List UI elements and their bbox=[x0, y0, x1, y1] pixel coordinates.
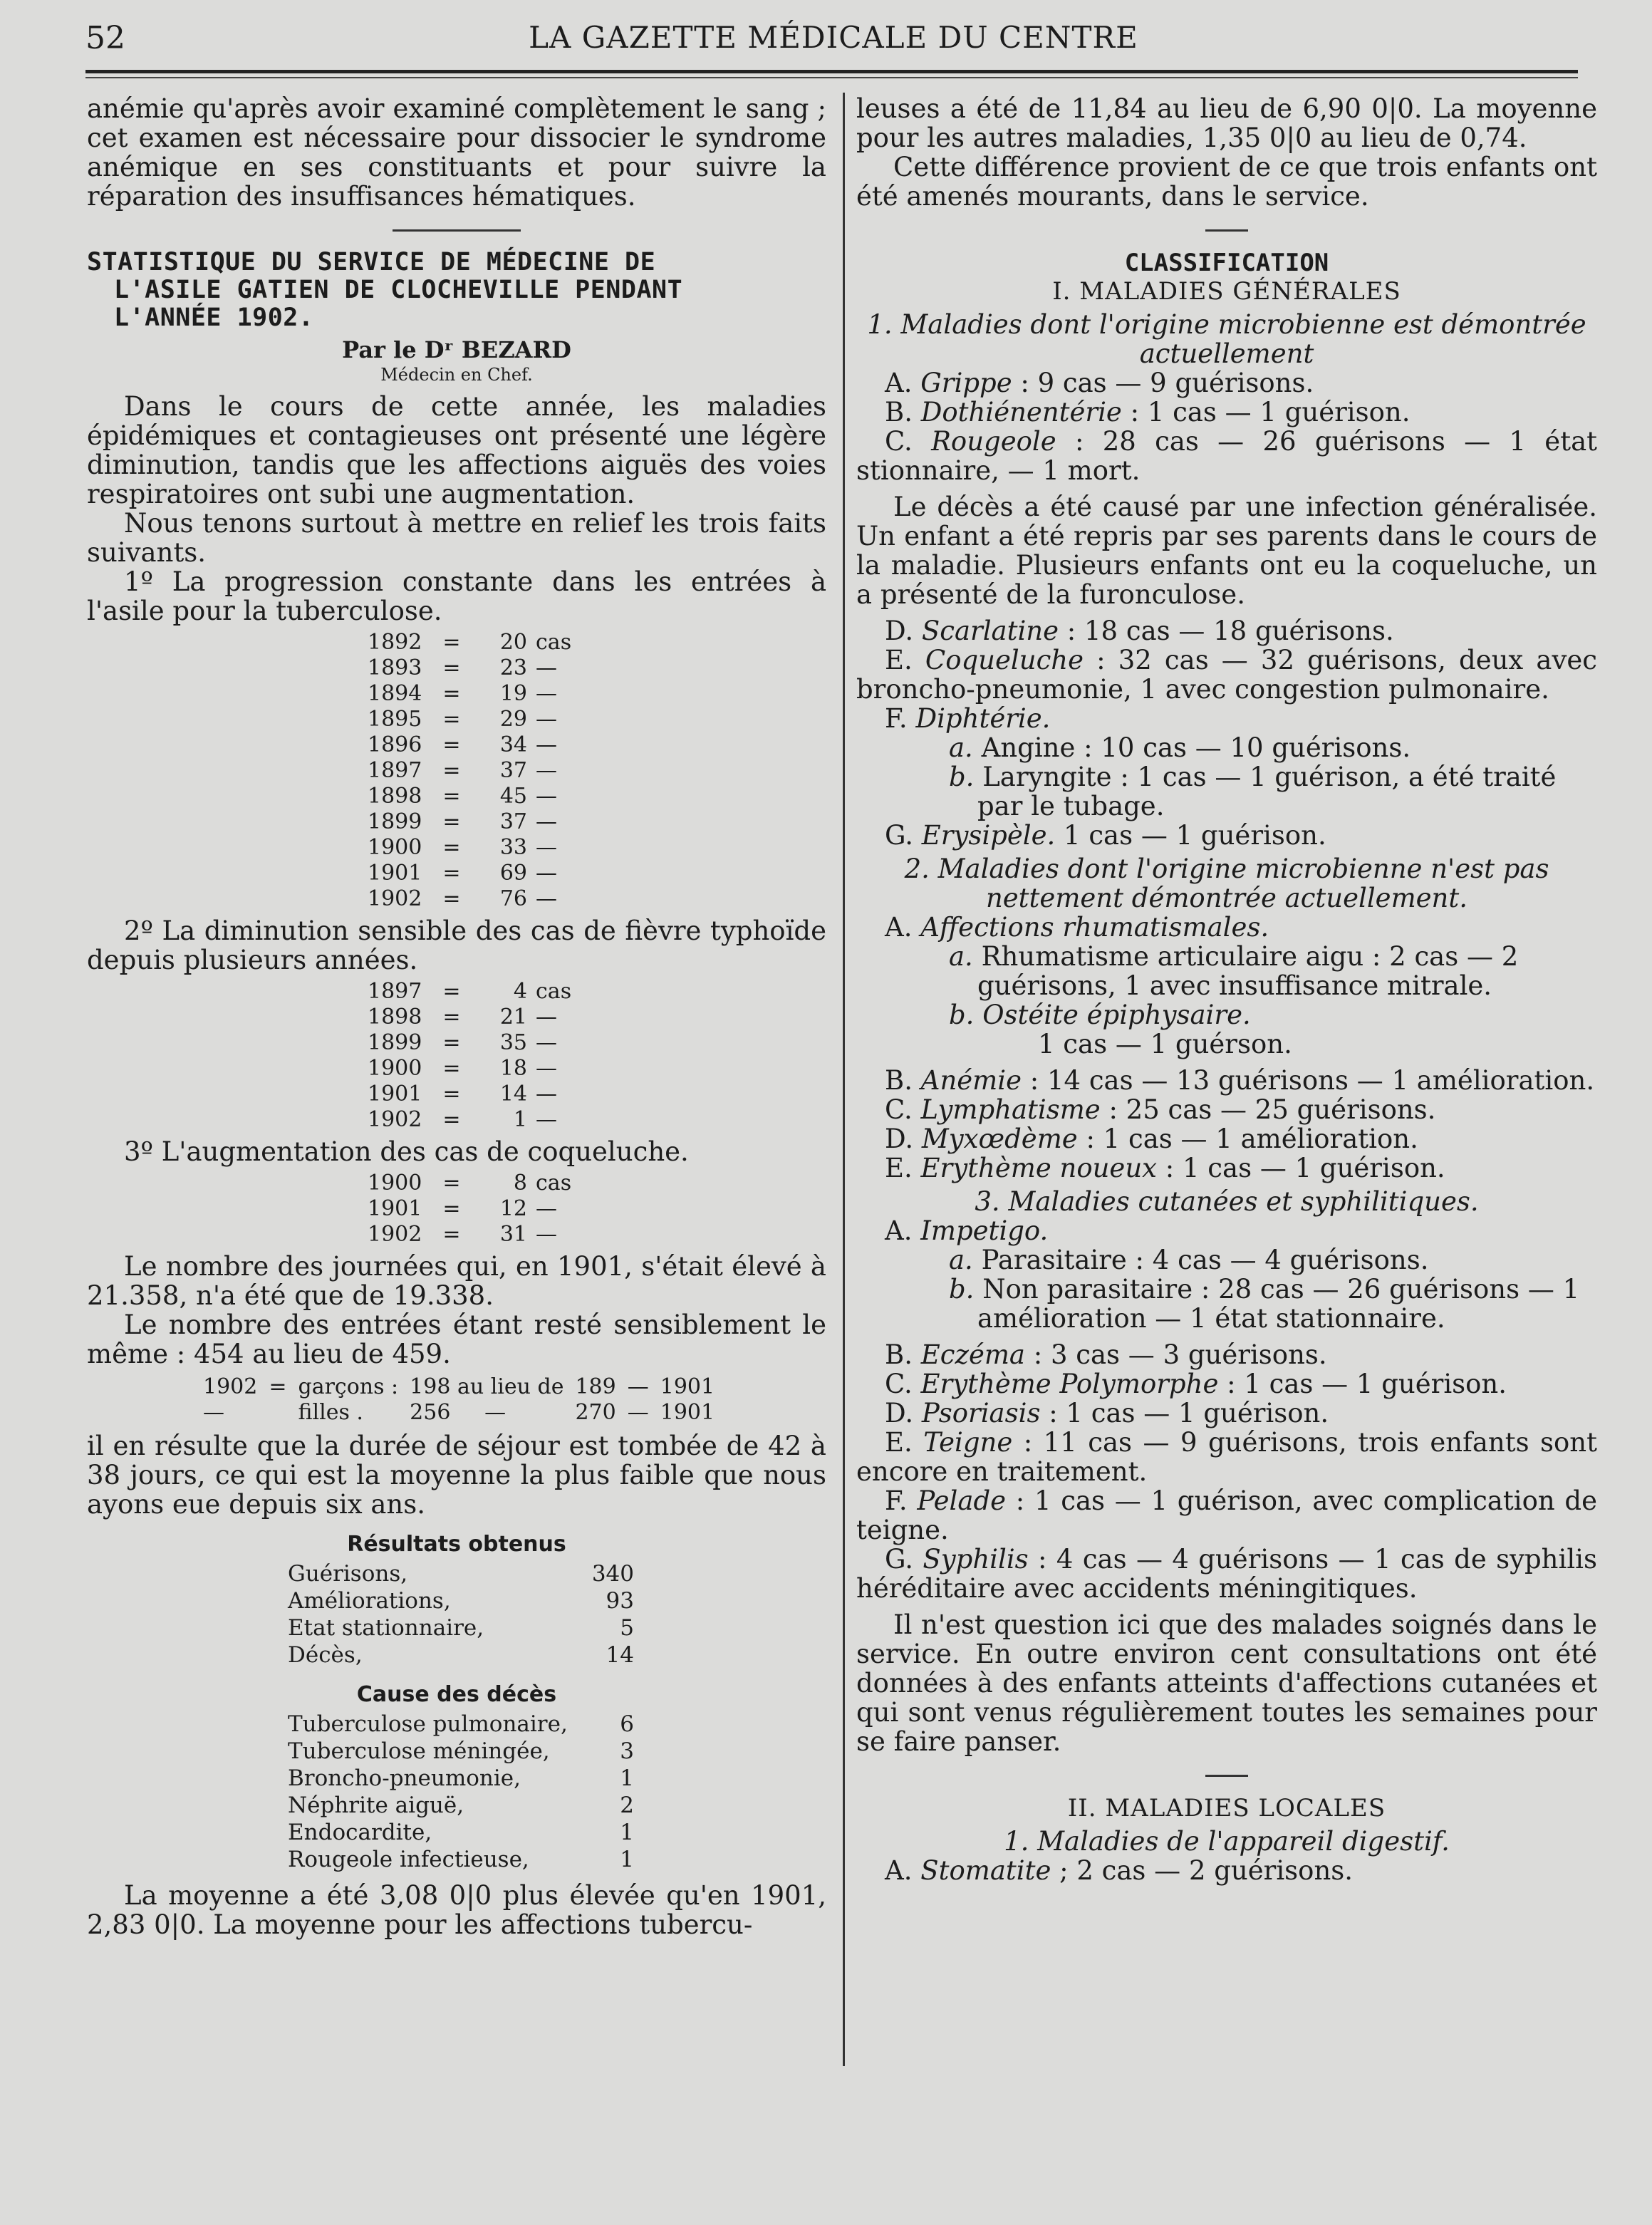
row-value: 5 bbox=[620, 1615, 634, 1641]
item-letter: D. bbox=[885, 1124, 914, 1154]
row-label: Rougeole infectieuse, bbox=[288, 1847, 529, 1872]
paragraph: 3º L'augmentation des cas de coqueluche. bbox=[124, 1136, 689, 1167]
table-cell: = bbox=[442, 1222, 461, 1247]
paragraph: Dans le cours de cette année, les maladies épidémiques et contagieuses ont présenté une légère diminution, tandis que les affections aiguës des voies respiratoires ont subi une augmentation. bbox=[87, 391, 826, 509]
table-cell: 1893 bbox=[368, 655, 422, 680]
row-label: Améliorations, bbox=[288, 1588, 451, 1614]
table-cell: = bbox=[442, 809, 461, 834]
table-cell: — bbox=[536, 1222, 557, 1247]
row-label: Endocardite, bbox=[288, 1820, 432, 1845]
whooping-cough-table bbox=[363, 1171, 583, 1248]
list-item bbox=[856, 1095, 1597, 1124]
author-role: Médecin en Chef. bbox=[380, 365, 533, 385]
article-title-line: L'ASILE GATIEN DE CLOCHEVILLE PENDANT bbox=[114, 276, 683, 304]
table-row bbox=[363, 1082, 583, 1107]
causes-heading: Cause des décès bbox=[356, 1682, 557, 1707]
cell-value: 256 bbox=[410, 1400, 451, 1425]
item-text: : 1 cas — 1 guérison. bbox=[1157, 1153, 1445, 1183]
table-row bbox=[363, 758, 583, 784]
item-text: : 1 cas — 1 guérison. bbox=[1121, 397, 1411, 427]
list-subitem bbox=[856, 1245, 1597, 1275]
tuberculosis-table bbox=[363, 630, 583, 912]
list-item bbox=[856, 368, 1597, 398]
disease-name: Myxœdème bbox=[921, 1124, 1078, 1154]
table-cell: 69 bbox=[499, 861, 527, 886]
table-cell: 20 bbox=[499, 630, 527, 655]
list-subitem bbox=[856, 733, 1597, 762]
table-row bbox=[363, 861, 583, 886]
list-item bbox=[856, 1124, 1597, 1153]
table-cell: = bbox=[442, 861, 461, 886]
table-cell: — bbox=[536, 707, 557, 732]
paragraph: Le nombre des journées qui, en 1901, s'était élevé à 21.358, n'a été que de 19.338. bbox=[87, 1251, 826, 1311]
table-cell: 198 au lieu de bbox=[410, 1374, 564, 1399]
row-value: 1 bbox=[620, 1765, 634, 1791]
table-cell: 1898 bbox=[368, 784, 422, 809]
row-value: 2 bbox=[620, 1793, 634, 1818]
table-cell: 1 bbox=[513, 1107, 527, 1132]
disease-name: Stomatite bbox=[920, 1855, 1051, 1886]
row-label: Néphrite aiguë, bbox=[288, 1793, 464, 1818]
table-cell: — bbox=[536, 1056, 557, 1081]
subsection-heading: 1. Maladies de l'appareil digestif. bbox=[1004, 1826, 1450, 1857]
disease-name: Anémie bbox=[920, 1065, 1022, 1096]
paragraph: Il n'est question ici que des malades soignés dans le service. En outre environ cent consultations ont été données à des enfants atteints d'affections cutanées et qui sont venus régulièrement toutes les semaines pour se faire panser. bbox=[856, 1609, 1597, 1757]
table-cell: 45 bbox=[499, 784, 527, 809]
disease-name: Syphilis bbox=[923, 1544, 1029, 1575]
header-rule-thin bbox=[85, 77, 1578, 78]
item-letter: A. bbox=[885, 1855, 913, 1886]
table-cell: cas bbox=[536, 630, 572, 655]
item-letter: E. bbox=[885, 1153, 913, 1183]
table-cell: = bbox=[442, 758, 461, 783]
subsection-heading: 2. Maladies dont l'origine microbienne n'est pas nettement démontrée actuellement. bbox=[904, 854, 1549, 913]
list-item bbox=[856, 1153, 1597, 1183]
row-value: 1 bbox=[620, 1847, 634, 1872]
table-cell: = bbox=[442, 1107, 461, 1132]
table-cell: = bbox=[442, 886, 461, 911]
table-cell bbox=[263, 1400, 292, 1426]
list-item bbox=[856, 1399, 1597, 1428]
item-letter: B. bbox=[885, 1339, 913, 1370]
table-row bbox=[363, 809, 583, 835]
table-cell: — bbox=[536, 758, 557, 783]
disease-name: Scarlatine bbox=[921, 616, 1059, 646]
table-cell: 1901 bbox=[368, 861, 422, 886]
right-column bbox=[856, 94, 1597, 1885]
disease-name: Lymphatisme bbox=[920, 1094, 1101, 1125]
table-cell: 18 bbox=[499, 1056, 527, 1081]
list-item bbox=[856, 1856, 1597, 1885]
table-cell: — bbox=[203, 1400, 224, 1425]
table-cell: 1892 bbox=[368, 630, 422, 655]
table-row bbox=[363, 630, 583, 655]
item-text: ; 2 cas — 2 guérisons. bbox=[1051, 1855, 1354, 1886]
section-rule bbox=[1205, 229, 1248, 232]
list-item bbox=[856, 821, 1597, 850]
disease-name: Ostéite épiphysaire. bbox=[982, 1000, 1251, 1030]
table-cell: = bbox=[442, 732, 461, 757]
table-cell: = bbox=[442, 1030, 461, 1055]
section-heading: I. MALADIES GÉNÉRALES bbox=[1052, 277, 1401, 306]
item-letter: F. bbox=[885, 703, 908, 734]
item-letter: D. bbox=[885, 616, 914, 646]
item-text: 1 cas — 1 guérison. bbox=[1055, 820, 1326, 851]
row-label: Tuberculose pulmonaire, bbox=[288, 1711, 568, 1737]
paragraph: Nous tenons surtout à mettre en relief les trois faits suivants. bbox=[87, 508, 826, 568]
table-row bbox=[363, 655, 583, 681]
table-cell: 189 bbox=[575, 1374, 616, 1399]
disease-name: Dothiénentérie bbox=[920, 397, 1122, 427]
table-cell: — bbox=[536, 1107, 557, 1132]
table-cell: 1901 bbox=[660, 1374, 715, 1399]
table-cell: 1901 bbox=[660, 1400, 715, 1425]
table-row bbox=[288, 1561, 634, 1587]
item-letter: C. bbox=[885, 1094, 913, 1125]
row-value: 14 bbox=[606, 1642, 634, 1668]
table-cell: 8 bbox=[513, 1171, 527, 1196]
table-cell: = bbox=[269, 1374, 287, 1399]
table-cell: 14 bbox=[499, 1082, 527, 1106]
table-cell: cas bbox=[536, 1171, 572, 1196]
table-cell: = bbox=[442, 707, 461, 732]
section-heading: II. MALADIES LOCALES bbox=[1067, 1794, 1386, 1822]
page-number: 52 bbox=[85, 20, 125, 56]
table-row bbox=[288, 1615, 634, 1641]
table-cell: = bbox=[442, 1171, 461, 1196]
table-cell: 29 bbox=[499, 707, 527, 732]
death-causes-table bbox=[286, 1710, 635, 1874]
list-item bbox=[856, 1545, 1597, 1603]
item-letter: b. bbox=[949, 1000, 975, 1030]
table-cell: = bbox=[442, 1082, 461, 1106]
item-text: : 1 cas — 1 amélioration. bbox=[1077, 1124, 1418, 1154]
table-cell: 1900 bbox=[368, 835, 422, 860]
table-cell: 1898 bbox=[368, 1005, 422, 1029]
row-label: Décès, bbox=[288, 1642, 363, 1668]
table-row bbox=[288, 1820, 634, 1845]
row-label: Broncho-pneumonie, bbox=[288, 1765, 521, 1791]
item-text: : 11 cas — 9 guérisons, trois enfants sont encore en traitement. bbox=[856, 1427, 1598, 1487]
table-cell: 1901 bbox=[368, 1082, 422, 1106]
table-cell: 12 bbox=[499, 1196, 527, 1221]
table-cell: 1902 bbox=[368, 1107, 422, 1132]
typhoid-table bbox=[363, 979, 583, 1133]
table-cell: — bbox=[536, 809, 557, 834]
table-row bbox=[288, 1847, 634, 1872]
item-text: Non parasitaire : 28 cas — 26 guérisons — 1 amélioration — 1 état stationnaire. bbox=[977, 1274, 1580, 1334]
table-cell: = bbox=[442, 630, 461, 655]
cell-dash: — bbox=[484, 1400, 506, 1425]
table-row bbox=[363, 886, 583, 912]
item-text: Laryngite : 1 cas — 1 guérison, a été traité par le tubage. bbox=[977, 762, 1557, 821]
table-cell: = bbox=[442, 1056, 461, 1081]
item-text: : 4 cas — 4 guérisons — 1 cas de syphilis héréditaire avec accidents méningitiques. bbox=[856, 1544, 1597, 1604]
table-cell: — bbox=[627, 1400, 649, 1425]
table-cell: — bbox=[536, 886, 557, 911]
item-letter: D. bbox=[885, 1398, 914, 1428]
disease-name: Eczéma bbox=[920, 1339, 1025, 1370]
item-text: : 28 cas — 26 guérisons — 1 état stionnaire, — 1 mort. bbox=[856, 426, 1598, 486]
table-cell: 31 bbox=[499, 1222, 527, 1247]
item-letter: C. bbox=[885, 426, 913, 457]
list-item bbox=[856, 1486, 1597, 1545]
disease-name: Pelade bbox=[917, 1485, 1007, 1516]
table-row bbox=[288, 1765, 634, 1791]
classification-heading: CLASSIFICATION bbox=[1124, 249, 1329, 277]
table-cell: 1899 bbox=[368, 809, 422, 834]
table-row bbox=[363, 784, 583, 809]
table-cell: = bbox=[442, 784, 461, 809]
table-cell: — bbox=[627, 1374, 649, 1399]
table-cell: — bbox=[536, 732, 557, 757]
paragraph: La moyenne a été 3,08 0|0 plus élevée qu'en 1901, 2,83 0|0. La moyenne pour les affections tubercu- bbox=[87, 1880, 826, 1940]
table-cell: 21 bbox=[499, 1005, 527, 1029]
table-cell: 1894 bbox=[368, 681, 422, 706]
list-subitem-text: 1 cas — 1 guérson. bbox=[1038, 1029, 1292, 1059]
paragraph: Le nombre des entrées étant resté sensiblement le même : 454 au lieu de 459. bbox=[87, 1309, 826, 1369]
table-cell: 1897 bbox=[368, 758, 422, 783]
table-cell: 37 bbox=[499, 809, 527, 834]
list-item bbox=[856, 1369, 1597, 1399]
item-text: : 1 cas — 1 guérison. bbox=[1040, 1398, 1329, 1428]
table-cell: = bbox=[442, 1196, 461, 1221]
table-row bbox=[363, 707, 583, 732]
results-table bbox=[286, 1560, 635, 1669]
table-cell bbox=[404, 1400, 569, 1426]
table-cell: 34 bbox=[499, 732, 527, 757]
table-row bbox=[197, 1374, 720, 1400]
list-subitem bbox=[856, 1000, 1597, 1029]
table-cell: — bbox=[536, 861, 557, 886]
list-item bbox=[856, 1340, 1597, 1369]
item-text: : 18 cas — 18 guérisons. bbox=[1059, 616, 1394, 646]
table-cell: 1902 bbox=[203, 1374, 258, 1399]
table-row bbox=[288, 1793, 634, 1818]
disease-name: Diphtérie. bbox=[915, 703, 1051, 734]
table-cell: 1902 bbox=[368, 1222, 422, 1247]
item-letter: E. bbox=[885, 645, 913, 675]
table-cell: — bbox=[536, 1196, 557, 1221]
table-cell: 1896 bbox=[368, 732, 422, 757]
list-item bbox=[856, 398, 1597, 427]
table-cell: 4 bbox=[513, 979, 527, 1004]
paragraph: leuses a été de 11,84 au lieu de 6,90 0|0. La moyenne pour les autres maladies, 1,35 0|0 au lieu de 0,74. bbox=[856, 93, 1597, 153]
item-letter: A. bbox=[885, 368, 913, 398]
results-heading: Résultats obtenus bbox=[347, 1532, 566, 1557]
disease-name: Erythème Polymorphe bbox=[920, 1369, 1219, 1399]
list-item bbox=[856, 427, 1597, 485]
article-title-line: L'ANNÉE 1902. bbox=[114, 304, 314, 332]
table-row bbox=[363, 1030, 583, 1056]
disease-name: Impetigo. bbox=[920, 1215, 1049, 1246]
paragraph: Le décès a été causé par une infection généralisée. Un enfant a été repris par ses parents dans le cours de la maladie. Plusieurs enfants ont eu la coqueluche, un a présenté de la furonculose. bbox=[856, 492, 1597, 610]
row-value: 340 bbox=[591, 1561, 634, 1587]
item-letter: B. bbox=[885, 397, 913, 427]
subsection-heading: 3. Maladies cutanées et syphilitiques. bbox=[975, 1186, 1479, 1217]
item-letter: b. bbox=[949, 1274, 975, 1305]
disease-name: Psoriasis bbox=[921, 1398, 1041, 1428]
table-row bbox=[363, 979, 583, 1005]
table-cell: — bbox=[536, 655, 557, 680]
item-text: : 14 cas — 13 guérisons — 1 amélioration. bbox=[1021, 1065, 1595, 1096]
table-cell: 19 bbox=[499, 681, 527, 706]
list-item bbox=[856, 616, 1597, 645]
table-cell: filles . bbox=[298, 1400, 363, 1425]
table-cell: 33 bbox=[499, 835, 527, 860]
table-cell: 1900 bbox=[368, 1171, 422, 1196]
table-cell: — bbox=[536, 1005, 557, 1029]
item-text: Angine : 10 cas — 10 guérisons. bbox=[981, 732, 1411, 763]
disease-name: Teigne bbox=[923, 1427, 1013, 1458]
entries-table bbox=[197, 1374, 720, 1426]
list-subitem bbox=[856, 942, 1597, 1000]
table-row bbox=[363, 1056, 583, 1082]
list-item bbox=[856, 704, 1597, 733]
item-text: : 1 cas — 1 guérison, avec complication de teigne. bbox=[856, 1485, 1598, 1545]
item-text: : 1 cas — 1 guérison. bbox=[1218, 1369, 1507, 1399]
item-letter: A. bbox=[885, 912, 913, 943]
list-subitem bbox=[856, 1275, 1597, 1333]
table-row bbox=[288, 1588, 634, 1614]
table-cell: 1897 bbox=[368, 979, 422, 1004]
table-cell: — bbox=[536, 681, 557, 706]
table-row bbox=[363, 1005, 583, 1030]
table-cell: = bbox=[442, 681, 461, 706]
section-rule bbox=[393, 229, 521, 232]
table-row bbox=[363, 1107, 583, 1133]
row-label: Guérisons, bbox=[288, 1561, 408, 1587]
table-row bbox=[288, 1642, 634, 1668]
table-row bbox=[363, 1196, 583, 1222]
item-letter: a. bbox=[949, 941, 973, 972]
table-cell: 1901 bbox=[368, 1196, 422, 1221]
disease-name: Grippe bbox=[920, 368, 1012, 398]
table-row bbox=[363, 835, 583, 861]
table-cell: — bbox=[536, 1082, 557, 1106]
table-row bbox=[288, 1738, 634, 1764]
item-text: : 9 cas — 9 guérisons. bbox=[1012, 368, 1314, 398]
running-title: LA GAZETTE MÉDICALE DU CENTRE bbox=[529, 20, 1138, 55]
table-cell: 1902 bbox=[368, 886, 422, 911]
table-cell: 35 bbox=[499, 1030, 527, 1055]
table-row bbox=[363, 1171, 583, 1196]
table-row bbox=[363, 1222, 583, 1248]
item-letter: a. bbox=[949, 732, 973, 763]
row-value: 6 bbox=[620, 1711, 634, 1737]
item-letter: F. bbox=[885, 1485, 908, 1516]
page-header bbox=[85, 16, 1581, 66]
paragraph: 2º La diminution sensible des cas de fièvre typhoïde depuis plusieurs années. bbox=[87, 916, 826, 975]
item-letter: B. bbox=[885, 1065, 913, 1096]
table-cell: 1895 bbox=[368, 707, 422, 732]
table-cell: = bbox=[442, 835, 461, 860]
item-text: Rhumatisme articulaire aigu : 2 cas — 2 guérisons, 1 avec insuffisance mitrale. bbox=[977, 941, 1519, 1001]
table-cell: = bbox=[442, 655, 461, 680]
table-cell: = bbox=[442, 979, 461, 1004]
table-cell: 1900 bbox=[368, 1056, 422, 1081]
table-cell: — bbox=[536, 784, 557, 809]
row-value: 3 bbox=[620, 1738, 634, 1764]
item-letter: G. bbox=[885, 1544, 913, 1575]
paragraph: Cette différence provient de ce que trois enfants ont été amenés mourants, dans le service. bbox=[856, 152, 1597, 212]
table-cell: — bbox=[536, 1030, 557, 1055]
header-rule bbox=[85, 70, 1578, 73]
item-letter: G. bbox=[885, 820, 913, 851]
row-value: 1 bbox=[620, 1820, 634, 1845]
table-cell: 1899 bbox=[368, 1030, 422, 1055]
article-title bbox=[87, 249, 826, 332]
table-row bbox=[363, 732, 583, 758]
table-row bbox=[197, 1400, 720, 1426]
item-text: : 32 cas — 32 guérisons, deux avec broncho-pneumonie, 1 avec congestion pulmonaire. bbox=[856, 645, 1597, 705]
table-cell: 37 bbox=[499, 758, 527, 783]
list-subitem bbox=[856, 762, 1597, 821]
section-rule bbox=[1205, 1775, 1248, 1777]
disease-name: Erysipèle. bbox=[921, 820, 1056, 851]
disease-name: Rougeole bbox=[931, 426, 1056, 457]
paragraph: anémie qu'après avoir examiné complètement le sang ; cet examen est nécessaire pour dissocier le syndrome anémique en ses constituants et pour suivre la réparation des insuffisances hématiques. bbox=[87, 93, 826, 212]
item-letter: C. bbox=[885, 1369, 913, 1399]
disease-name: Coqueluche bbox=[925, 645, 1084, 675]
table-cell: = bbox=[442, 1005, 461, 1029]
table-cell: 76 bbox=[499, 886, 527, 911]
table-cell: garçons : bbox=[298, 1374, 399, 1399]
left-column bbox=[87, 94, 826, 1939]
list-item bbox=[856, 913, 1597, 942]
table-cell: 270 bbox=[575, 1400, 616, 1425]
item-letter: a. bbox=[949, 1245, 973, 1275]
list-item bbox=[856, 645, 1597, 704]
article-title-line: STATISTIQUE DU SERVICE DE MÉDECINE DE bbox=[87, 248, 656, 276]
list-item bbox=[856, 1216, 1597, 1245]
row-value: 93 bbox=[606, 1588, 634, 1614]
column-divider bbox=[843, 93, 845, 2066]
row-label: Tuberculose méningée, bbox=[288, 1738, 550, 1764]
item-letter: E. bbox=[885, 1427, 913, 1458]
disease-name: Erythème noueux bbox=[920, 1153, 1158, 1183]
disease-name: Affections rhumatismales. bbox=[920, 912, 1269, 943]
item-text: : 3 cas — 3 guérisons. bbox=[1024, 1339, 1327, 1370]
paragraph: 1º La progression constante dans les entrées à l'asile pour la tuberculose. bbox=[87, 566, 826, 626]
list-item bbox=[856, 1066, 1597, 1095]
table-cell: cas bbox=[536, 979, 572, 1004]
list-item bbox=[856, 1428, 1597, 1486]
table-cell: — bbox=[536, 835, 557, 860]
item-text: : 25 cas — 25 guérisons. bbox=[1100, 1094, 1436, 1125]
table-row bbox=[363, 681, 583, 707]
subsection-heading: 1. Maladies dont l'origine microbienne est démontrée actuellement bbox=[867, 309, 1586, 369]
article-author: Par le Dʳ BEZARD bbox=[342, 336, 571, 363]
paragraph: il en résulte que la durée de séjour est tombée de 42 à 38 jours, ce qui est la moyenne la plus faible que nous ayons eue depuis six ans. bbox=[87, 1431, 826, 1520]
item-letter: A. bbox=[885, 1215, 913, 1246]
item-letter: b. bbox=[949, 762, 975, 792]
table-cell: 23 bbox=[499, 655, 527, 680]
table-row bbox=[288, 1711, 634, 1737]
item-text: Parasitaire : 4 cas — 4 guérisons. bbox=[981, 1245, 1429, 1275]
row-label: Etat stationnaire, bbox=[288, 1615, 484, 1641]
